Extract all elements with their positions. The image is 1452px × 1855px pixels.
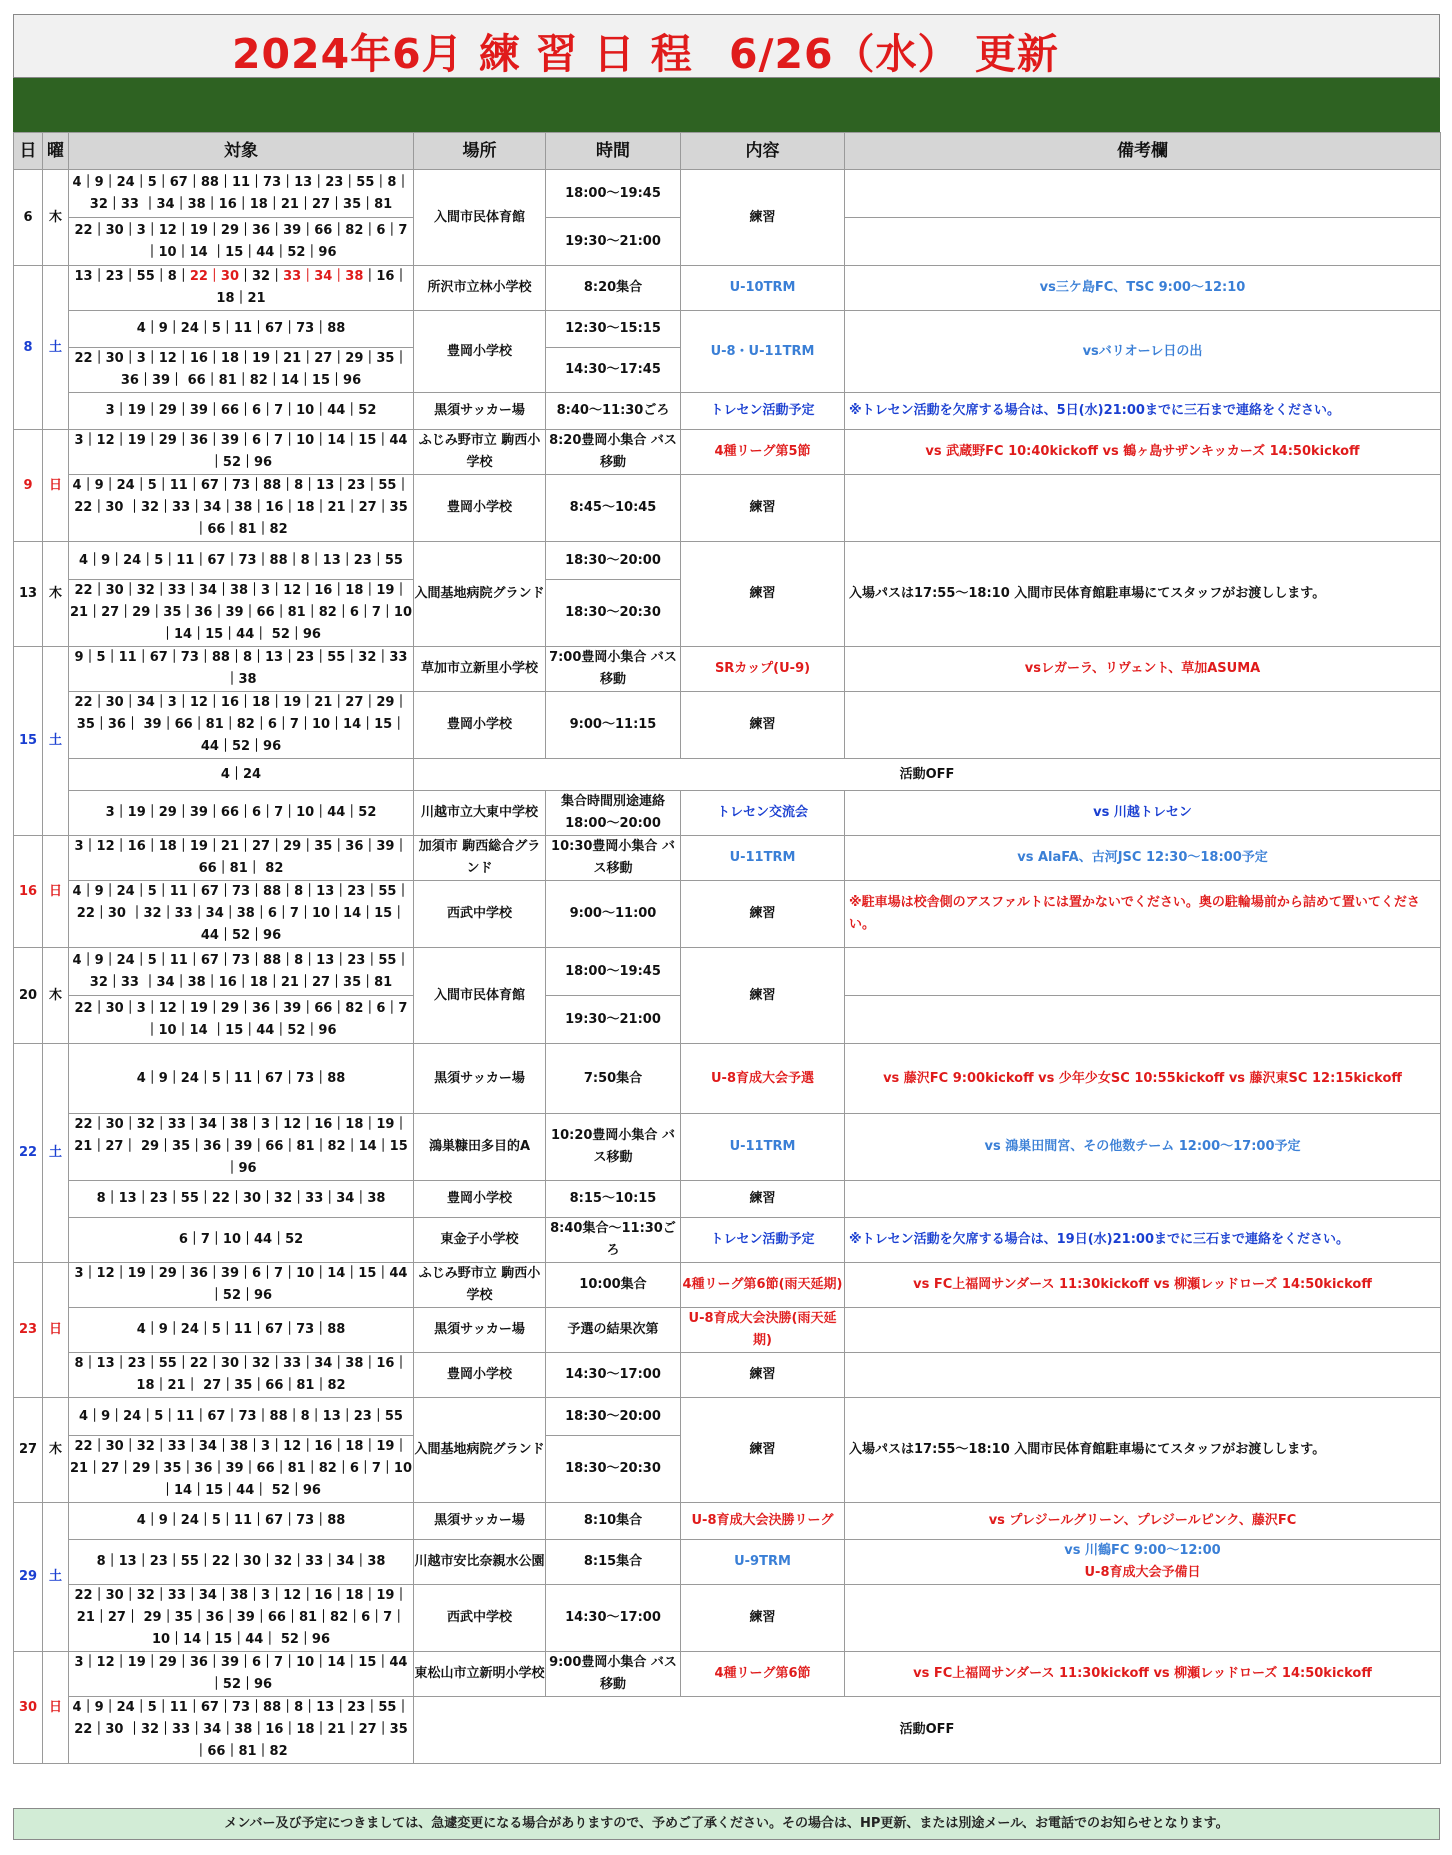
target-cell: 22｜30｜32｜33｜34｜38｜3｜12｜16｜18｜19｜21｜27｜29｜35｜36｜39｜66｜81｜82｜6｜7｜10｜14｜15｜44｜ 52｜96 (69, 580, 414, 647)
date-cell: 15 (14, 647, 43, 836)
col-place: 場所 (414, 133, 546, 170)
note-cell (845, 1181, 1441, 1218)
schedule-sheet (13, 14, 1440, 1840)
time-cell: 18:00〜19:45 (546, 170, 681, 218)
note-cell: vs 武蔵野FC 10:40kickoff vs 鶴ヶ島サザンキッカーズ 14:50kickoff (845, 430, 1441, 475)
place-cell: 東松山市立新明小学校 (414, 1652, 546, 1697)
note-cell (845, 218, 1441, 266)
target-cell: 6｜7｜10｜44｜52 (69, 1218, 414, 1263)
table-row (14, 311, 1441, 348)
date-cell: 16 (14, 836, 43, 948)
content-cell: 練習 (681, 948, 845, 1044)
weekday-cell: 土 (43, 1044, 69, 1263)
table-row (14, 1181, 1441, 1218)
activity-off-cell: 活動OFF (414, 1697, 1441, 1764)
weekday-cell: 日 (43, 836, 69, 948)
table-row (14, 1263, 1441, 1308)
note-cell: vs FC上福岡サンダース 11:30kickoff vs 柳瀬レッドローズ 14:50kickoff (845, 1263, 1441, 1308)
note-cell: vs プレジールグリーン、プレジールピンク、藤沢FC (845, 1503, 1441, 1540)
target-cell: 22｜30｜32｜33｜34｜38｜3｜12｜16｜18｜19｜21｜27｜ 29｜35｜36｜39｜66｜81｜82｜6｜7｜10｜14｜15｜44｜ 52｜96 (69, 1585, 414, 1652)
target-cell: 3｜12｜16｜18｜19｜21｜27｜29｜35｜36｜39｜66｜81｜ 82 (69, 836, 414, 881)
time-cell: 8:15集合 (546, 1540, 681, 1585)
col-target: 対象 (69, 133, 414, 170)
date-cell: 27 (14, 1398, 43, 1503)
weekday-cell: 木 (43, 542, 69, 647)
note-cell (845, 170, 1441, 218)
target-cell: 4｜9｜24｜5｜11｜67｜73｜88 (69, 1308, 414, 1353)
note-cell: vsバリオーレ日の出 (845, 311, 1441, 393)
target-cell: 3｜19｜29｜39｜66｜6｜7｜10｜44｜52 (69, 393, 414, 430)
table-row (14, 1585, 1441, 1652)
note-cell (845, 948, 1441, 996)
green-header-band (13, 78, 1440, 132)
date-cell: 8 (14, 266, 43, 430)
target-cell: 4｜9｜24｜5｜11｜67｜73｜88｜8｜13｜23｜55｜32｜33 ｜34｜38｜16｜18｜21｜27｜35｜81 (69, 948, 414, 996)
weekday-cell: 日 (43, 1652, 69, 1764)
note-cell: vs三ケ島FC、TSC 9:00〜12:10 (845, 266, 1441, 311)
weekday-cell: 木 (43, 948, 69, 1044)
date-cell: 30 (14, 1652, 43, 1764)
target-cell: 3｜12｜19｜29｜36｜39｜6｜7｜10｜14｜15｜44｜52｜96 (69, 1652, 414, 1697)
table-row (14, 1652, 1441, 1697)
target-cell: 4｜9｜24｜5｜67｜88｜11｜73｜13｜23｜55｜8｜32｜33 ｜34｜38｜16｜18｜21｜27｜35｜81 (69, 170, 414, 218)
content-cell: 4種リーグ第6節 (681, 1652, 845, 1697)
time-cell: 9:00〜11:00 (546, 881, 681, 948)
content-cell: トレセン交流会 (681, 791, 845, 836)
col-content: 内容 (681, 133, 845, 170)
time-cell: 12:30〜15:15 (546, 311, 681, 348)
table-row (14, 393, 1441, 430)
place-cell: 入間市民体育館 (414, 170, 546, 266)
time-cell: 集合時間別途連絡 18:00〜20:00 (546, 791, 681, 836)
weekday-cell: 土 (43, 647, 69, 836)
weekday-cell: 土 (43, 266, 69, 430)
weekday-cell: 土 (43, 1503, 69, 1652)
table-row (14, 1114, 1441, 1181)
table-row (14, 692, 1441, 759)
time-cell: 8:15〜10:15 (546, 1181, 681, 1218)
note-cell (845, 1353, 1441, 1398)
note-cell: vs AlaFA、古河JSC 12:30〜18:00予定 (845, 836, 1441, 881)
time-cell: 9:00〜11:15 (546, 692, 681, 759)
table-row (14, 1044, 1441, 1114)
content-cell: トレセン活動予定 (681, 393, 845, 430)
target-cell: 4｜9｜24｜5｜11｜67｜73｜88 (69, 1044, 414, 1114)
time-cell: 7:50集合 (546, 1044, 681, 1114)
target-cell: 3｜19｜29｜39｜66｜6｜7｜10｜44｜52 (69, 791, 414, 836)
schedule-table (13, 132, 1441, 1764)
place-cell: 加須市 駒西総合グランド (414, 836, 546, 881)
content-cell: U-8育成大会予選 (681, 1044, 845, 1114)
place-cell: 黒須サッカー場 (414, 1308, 546, 1353)
content-cell: U-9TRM (681, 1540, 845, 1585)
table-row (14, 1697, 1441, 1764)
table-row (14, 948, 1441, 996)
note-cell: ※トレセン活動を欠席する場合は、19日(水)21:00までに三石まで連絡をください。 (845, 1218, 1441, 1263)
table-row (14, 475, 1441, 542)
table-header-row (14, 133, 1441, 170)
page-title: 2024年6月 練 習 日 程 (232, 30, 693, 78)
date-cell: 9 (14, 430, 43, 542)
time-cell: 10:30豊岡小集合 バス移動 (546, 836, 681, 881)
place-cell: 黒須サッカー場 (414, 1044, 546, 1114)
target-cell: 9｜5｜11｜67｜73｜88｜8｜13｜23｜55｜32｜33｜38 (69, 647, 414, 692)
target-cell: 8｜13｜23｜55｜22｜30｜32｜33｜34｜38｜16｜18｜21｜ 27｜35｜66｜81｜82 (69, 1353, 414, 1398)
table-row (14, 1398, 1441, 1436)
place-cell: 入間市民体育館 (414, 948, 546, 1044)
content-cell: 練習 (681, 1353, 845, 1398)
table-row (14, 1503, 1441, 1540)
title-bar (13, 14, 1440, 78)
content-cell: トレセン活動予定 (681, 1218, 845, 1263)
time-cell: 19:30〜21:00 (546, 218, 681, 266)
place-cell: 西武中学校 (414, 1585, 546, 1652)
time-cell: 10:20豊岡小集合 バス移動 (546, 1114, 681, 1181)
time-cell: 14:30〜17:00 (546, 1353, 681, 1398)
place-cell: 東金子小学校 (414, 1218, 546, 1263)
note-cell: vs 川鶴FC 9:00〜12:00 U-8育成大会予備日 (845, 1540, 1441, 1585)
time-cell: 18:00〜19:45 (546, 948, 681, 996)
target-cell: 4｜9｜24｜5｜11｜67｜73｜88 (69, 311, 414, 348)
target-cell: 22｜30｜32｜33｜34｜38｜3｜12｜16｜18｜19｜21｜27｜ 29｜35｜36｜39｜66｜81｜82｜14｜15｜96 (69, 1114, 414, 1181)
place-cell: 入間基地病院グランド (414, 542, 546, 647)
table-row (14, 1218, 1441, 1263)
content-cell: U-8・U-11TRM (681, 311, 845, 393)
target-cell: 4｜9｜24｜5｜11｜67｜73｜88｜8｜13｜23｜55 (69, 542, 414, 580)
place-cell: 豊岡小学校 (414, 1181, 546, 1218)
table-row (14, 430, 1441, 475)
content-cell: SRカップ(U-9) (681, 647, 845, 692)
table-row (14, 759, 1441, 791)
weekday-cell: 木 (43, 170, 69, 266)
note-cell (845, 1308, 1441, 1353)
target-cell: 8｜13｜23｜55｜22｜30｜32｜33｜34｜38 (69, 1540, 414, 1585)
note-cell: 入場パスは17:55〜18:10 入間市民体育館駐車場にてスタッフがお渡しします。 (845, 542, 1441, 647)
place-cell: ふじみ野市立 駒西小学校 (414, 430, 546, 475)
note-cell: vs 鴻巣田間宮、その他数チーム 12:00〜17:00予定 (845, 1114, 1441, 1181)
table-row (14, 791, 1441, 836)
target-cell: 22｜30｜3｜12｜19｜29｜36｜39｜66｜82｜6｜7｜10｜14 ｜15｜44｜52｜96 (69, 218, 414, 266)
time-cell: 19:30〜21:00 (546, 996, 681, 1044)
content-cell: 練習 (681, 1181, 845, 1218)
note-cell: ※トレセン活動を欠席する場合は、5日(水)21:00までに三石まで連絡をください。 (845, 393, 1441, 430)
place-cell: ふじみ野市立 駒西小学校 (414, 1263, 546, 1308)
content-cell: U-11TRM (681, 1114, 845, 1181)
target-cell: 4｜9｜24｜5｜11｜67｜73｜88｜8｜13｜23｜55 (69, 1398, 414, 1436)
target-cell: 3｜12｜19｜29｜36｜39｜6｜7｜10｜14｜15｜44｜52｜96 (69, 430, 414, 475)
note-cell: vs FC上福岡サンダース 11:30kickoff vs 柳瀬レッドローズ 14:50kickoff (845, 1652, 1441, 1697)
place-cell: 西武中学校 (414, 881, 546, 948)
date-cell: 23 (14, 1263, 43, 1398)
target-cell: 4｜9｜24｜5｜11｜67｜73｜88 (69, 1503, 414, 1540)
time-cell: 14:30〜17:45 (546, 348, 681, 393)
time-cell: 8:45〜10:45 (546, 475, 681, 542)
content-cell: 練習 (681, 692, 845, 759)
content-cell: 4種リーグ第5節 (681, 430, 845, 475)
col-note: 備考欄 (845, 133, 1441, 170)
place-cell: 川越市立大東中学校 (414, 791, 546, 836)
table-row (14, 881, 1441, 948)
time-cell: 予選の結果次第 (546, 1308, 681, 1353)
col-weekday: 曜 (43, 133, 69, 170)
target-cell: 13｜23｜55｜8｜22｜30｜32｜33｜34｜38｜16｜18｜21 (69, 266, 414, 311)
note-cell (845, 996, 1441, 1044)
time-cell: 7:00豊岡小集合 バス移動 (546, 647, 681, 692)
table-row (14, 836, 1441, 881)
time-cell: 8:20集合 (546, 266, 681, 311)
time-cell: 18:30〜20:00 (546, 542, 681, 580)
target-cell: 4｜9｜24｜5｜11｜67｜73｜88｜8｜13｜23｜55｜22｜30 ｜32｜33｜34｜38｜6｜7｜10｜14｜15｜44｜52｜96 (69, 881, 414, 948)
time-cell: 18:30〜20:00 (546, 1398, 681, 1436)
time-cell: 10:00集合 (546, 1263, 681, 1308)
weekday-cell: 日 (43, 1263, 69, 1398)
place-cell: 豊岡小学校 (414, 1353, 546, 1398)
place-cell: 黒須サッカー場 (414, 1503, 546, 1540)
table-row (14, 266, 1441, 311)
date-cell: 22 (14, 1044, 43, 1263)
note-cell: 入場パスは17:55〜18:10 入間市民体育館駐車場にてスタッフがお渡しします。 (845, 1398, 1441, 1503)
place-cell: 豊岡小学校 (414, 475, 546, 542)
note-cell (845, 1585, 1441, 1652)
table-row (14, 1540, 1441, 1585)
date-cell: 6 (14, 170, 43, 266)
table-row (14, 1308, 1441, 1353)
target-cell: 4｜9｜24｜5｜11｜67｜73｜88｜8｜13｜23｜55｜22｜30 ｜32｜33｜34｜38｜16｜18｜21｜27｜35｜66｜81｜82 (69, 1697, 414, 1764)
target-cell: 3｜12｜19｜29｜36｜39｜6｜7｜10｜14｜15｜44｜52｜96 (69, 1263, 414, 1308)
place-cell: 草加市立新里小学校 (414, 647, 546, 692)
time-cell: 8:40集合〜11:30ごろ (546, 1218, 681, 1263)
note-cell (845, 692, 1441, 759)
time-cell: 18:30〜20:30 (546, 580, 681, 647)
target-cell: 22｜30｜3｜12｜19｜29｜36｜39｜66｜82｜6｜7｜10｜14 ｜15｜44｜52｜96 (69, 996, 414, 1044)
date-cell: 29 (14, 1503, 43, 1652)
note-cell: vs 藤沢FC 9:00kickoff vs 少年少女SC 10:55kickoff vs 藤沢東SC 12:15kickoff (845, 1044, 1441, 1114)
target-cell: 4｜24 (69, 759, 414, 791)
table-row (14, 1353, 1441, 1398)
place-cell: 豊岡小学校 (414, 692, 546, 759)
note-cell: ※駐車場は校舎側のアスファルトには置かないでください。奥の駐輪場前から詰めて置いてください。 (845, 881, 1441, 948)
time-cell: 8:40〜11:30ごろ (546, 393, 681, 430)
time-cell: 8:10集合 (546, 1503, 681, 1540)
content-cell: 練習 (681, 542, 845, 647)
content-cell: U-8育成大会決勝リーグ (681, 1503, 845, 1540)
target-cell: 22｜30｜3｜12｜16｜18｜19｜21｜27｜29｜35｜36｜39｜ 66｜81｜82｜14｜15｜96 (69, 348, 414, 393)
time-cell: 18:30〜20:30 (546, 1436, 681, 1503)
content-cell: 練習 (681, 170, 845, 266)
content-cell: 4種リーグ第6節(雨天延期) (681, 1263, 845, 1308)
content-cell: 練習 (681, 1585, 845, 1652)
target-cell: 4｜9｜24｜5｜11｜67｜73｜88｜8｜13｜23｜55｜22｜30 ｜32｜33｜34｜38｜16｜18｜21｜27｜35｜66｜81｜82 (69, 475, 414, 542)
activity-off-cell: 活動OFF (414, 759, 1441, 791)
content-cell: U-11TRM (681, 836, 845, 881)
weekday-cell: 日 (43, 430, 69, 542)
time-cell: 9:00豊岡小集合 バス移動 (546, 1652, 681, 1697)
target-cell: 22｜30｜32｜33｜34｜38｜3｜12｜16｜18｜19｜21｜27｜29｜35｜36｜39｜66｜81｜82｜6｜7｜10｜14｜15｜44｜ 52｜96 (69, 1436, 414, 1503)
place-cell: 黒須サッカー場 (414, 393, 546, 430)
content-cell: 練習 (681, 881, 845, 948)
place-cell: 豊岡小学校 (414, 311, 546, 393)
content-cell: U-10TRM (681, 266, 845, 311)
note-cell: vs 川越トレセン (845, 791, 1441, 836)
update-date: 6/26（水） 更新 (729, 30, 1059, 78)
note-cell: vsレガーラ、リヴェント、草加ASUMA (845, 647, 1441, 692)
content-cell: 練習 (681, 475, 845, 542)
table-row (14, 542, 1441, 580)
date-cell: 20 (14, 948, 43, 1044)
time-cell: 8:20豊岡小集合 バス移動 (546, 430, 681, 475)
place-cell: 鴻巣糠田多目的A (414, 1114, 546, 1181)
time-cell: 14:30〜17:00 (546, 1585, 681, 1652)
place-cell: 入間基地病院グランド (414, 1398, 546, 1503)
weekday-cell: 木 (43, 1398, 69, 1503)
target-cell: 8｜13｜23｜55｜22｜30｜32｜33｜34｜38 (69, 1181, 414, 1218)
content-cell: U-8育成大会決勝(雨天延期) (681, 1308, 845, 1353)
target-cell: 22｜30｜34｜3｜12｜16｜18｜19｜21｜27｜29｜35｜36｜ 39｜66｜81｜82｜6｜7｜10｜14｜15｜44｜52｜96 (69, 692, 414, 759)
content-cell: 練習 (681, 1398, 845, 1503)
footer-notice: メンバー及び予定につきましては、急遽変更になる場合がありますので、予めご了承ください。その場合は、HP更新、または別途メール、お電話でのお知らせとなります。 (13, 1808, 1440, 1840)
col-date: 日 (14, 133, 43, 170)
place-cell: 川越市安比奈親水公園 (414, 1540, 546, 1585)
date-cell: 13 (14, 542, 43, 647)
place-cell: 所沢市立林小学校 (414, 266, 546, 311)
note-cell (845, 475, 1441, 542)
table-row (14, 170, 1441, 218)
col-time: 時間 (546, 133, 681, 170)
table-row (14, 647, 1441, 692)
